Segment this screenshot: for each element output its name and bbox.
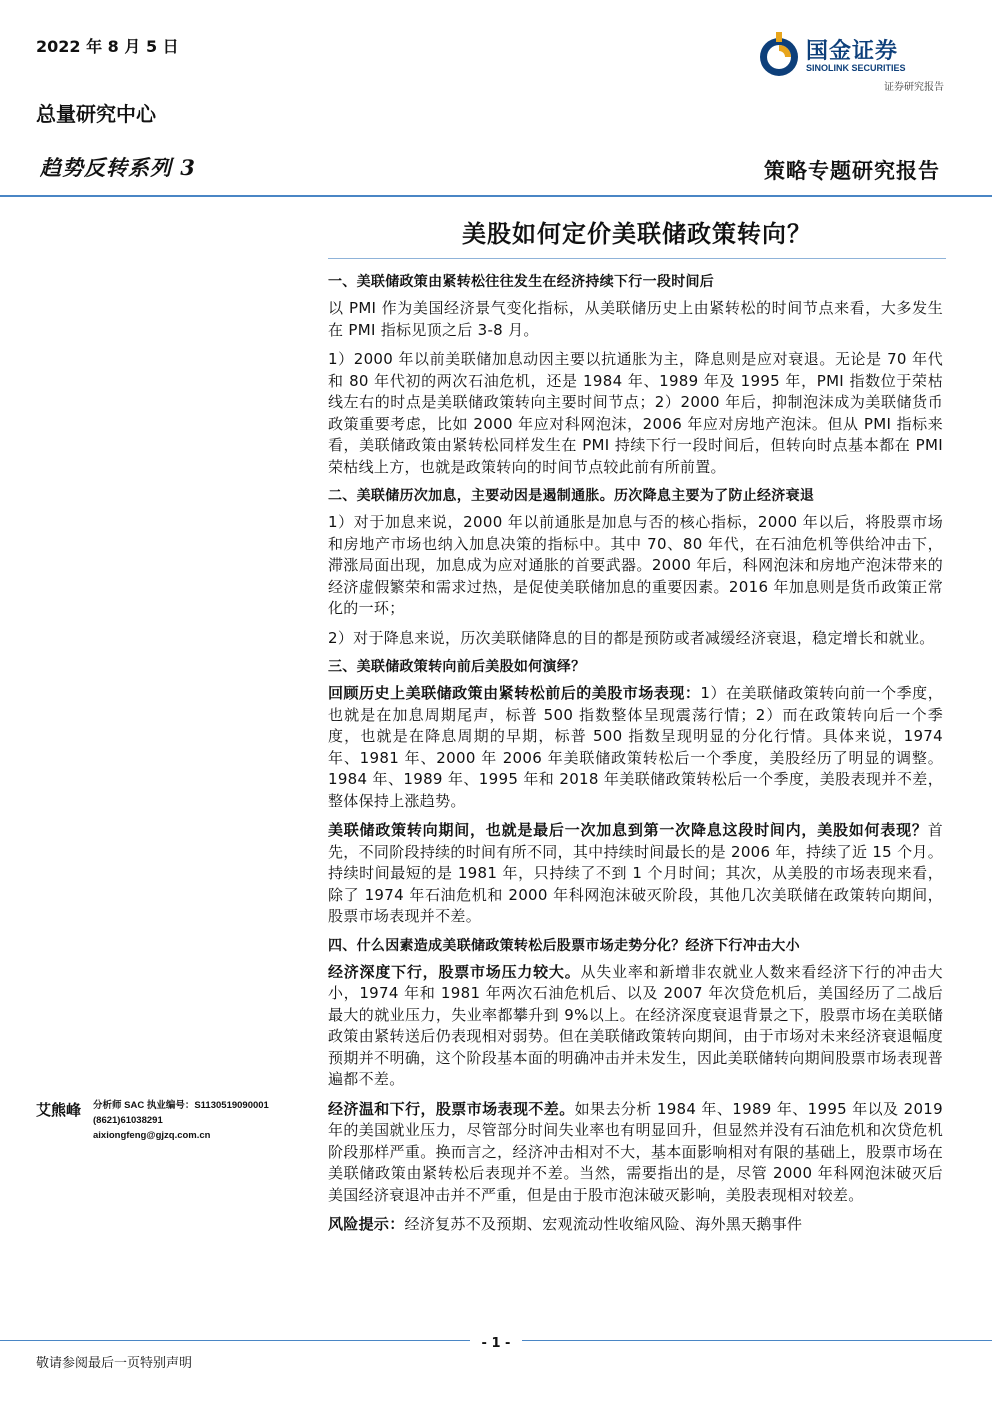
paragraph-lead: 美联储政策转向期间，也就是最后一次加息到第一次降息这段时间内，美股如何表现？ — [328, 821, 928, 839]
section-heading: 二、美联储历次加息，主要动因是遏制通胀。历次降息主要为了防止经济衰退 — [328, 488, 815, 504]
report-body — [328, 268, 943, 1236]
paragraph: 经济深度下行，股票市场压力较大。从失业率和新增非农就业人数来看经济下行的冲击大小，1974 年和 1981 年两次石油危机后、以及 2007 年次贷危机后，美国经历了二战后最大的就业压力，失业率都攀升到 9%以上。在经济深度衰退背景之下，股票市场在美联储政策由紧转送后仍表现相对弱势。但在美联储政策转向期间，由于市场对未来经济衰退幅度预期并不明确，这个阶段基本面的明确冲击并未发生，因此美联储转向期间股票市场表现普遍都不差。 — [328, 962, 943, 1088]
analyst-name: 艾熊峰 — [36, 1101, 82, 1119]
risk-warning: 风险提示：经济复苏不及预期、宏观流动性收缩风险、海外黑天鹅事件 — [328, 1215, 803, 1233]
section-heading: 四、什么因素造成美联储政策转松后股票市场走势分化？经济下行冲击大小 — [328, 937, 800, 954]
paragraph-lead: 回顾历史上美联储政策由紧转松前后的美股市场表现： — [328, 684, 701, 702]
report-category: 证券研究报告 — [884, 82, 944, 93]
paragraph-lead: 风险提示： — [328, 1215, 405, 1233]
section-heading: 三、美联储政策转向前后美股如何演绎？ — [328, 659, 586, 675]
paragraph: 1）对于加息来说，2000 年以前通胀是加息与否的核心指标，2000 年以后，将股票市场和房地产市场也纳入加息决策的指标中。其中 70、80 年代，在石油危机等供给冲击下，滞涨局面出现，加息成为应对通胀的首要武器。2000 年后，科网泡沫和房地产泡沫带来的经济虚假繁荣和需求过热，是促使美联储加息的重要因素。2016 年加息则是货币政策正常化的一环； — [328, 513, 943, 617]
department: 总量研究中心 — [36, 102, 156, 126]
header-divider — [0, 195, 992, 197]
paragraph: 美联储政策转向期间，也就是最后一次加息到第一次降息这段时间内，美股如何表现？首先，不同阶段持续的时间有所不同，其中持续时间最长的是 2006 年，持续了近 15 个月。持续时间最短的是 1981 年，只持续了不到 1 个月时间；其次，从美股的市场表现来看，除了 1974 年石油危机和 2000 年科网泡沫破灭阶段，其他几次美联储在政策转向期间，股票市场表现并不差。 — [328, 821, 943, 925]
paragraph: 1）2000 年以前美联储加息动因主要以抗通胀为主，降息则是应对衰退。无论是 70 年代和 80 年代初的两次石油危机，还是 1984 年、1989 年及 1995 年，PMI 指数位于荣枯线左右的时点是美联储政策转向主要时间节点；2）2000 年后，抑制泡沫成为美联储货币政策重要考虑，比如 2000 年应对科网泡沫，2006 年应对房地产泡沫。但从 PMI 指标来看，美联储政策由紧转松同样发生在 PMI 持续下行一段时间后，但转向时点基本都在 PMI 荣枯线上方，也就是政策转向的时间节点较此前有所前置。 — [328, 350, 943, 476]
analyst-phone: (8621)61038291 — [93, 1115, 163, 1126]
report-title: 美股如何定价美联储政策转向？ — [462, 219, 812, 248]
series-name: 趋势反转系列 3 — [40, 155, 196, 180]
paragraph: 2）对于降息来说，历次美联储降息的目的都是预防或者减缓经济衰退，稳定增长和就业。 — [328, 628, 935, 647]
paragraph: 经济温和下行，股票市场表现不差。如果去分析 1984 年、1989 年、1995 年以及 2019 年的美国就业压力，尽管部分时间失业率也有明显回升，但显然并没有石油危机和次贷危机阶段那样严重。换而言之，经济冲击相对不大，基本面影响相对有限的基础上，股票市场在美联储政策由紧转松后表现并不差。当然，需要指出的是，尽管 2000 年科网泡沫破灭后美国经济衰退冲击并不严重，但是由于股市泡沫破灭影响，美股表现相对较差。 — [328, 1099, 943, 1204]
paragraph-lead: 经济深度下行，股票市场压力较大。 — [328, 962, 581, 981]
report-type: 策略专题研究报告 — [764, 158, 940, 183]
brand-name-en: SINOLINK SECURITIES — [806, 63, 906, 73]
footer-disclaimer: 敬请参阅最后一页特别声明 — [36, 1356, 193, 1371]
paragraph: 以 PMI 作为美国经济景气变化指标，从美联储历史上由紧转松的时间节点来看，大多发生在 PMI 指标见顶之后 3-8 月。 — [328, 299, 943, 339]
paragraph: 回顾历史上美联储政策由紧转松前后的美股市场表现：1）在美联储政策转向前一个季度，也就是在加息周期尾声，标普 500 指数整体呈现震荡行情；2）而在政策转向后一个季度，也就是在降息周期的早期，标普 500 指数呈现明显的分化行情。具体来说，1974 年、1981 年、2000 年 2006 年美联储政策转松后一个季度，美股经历了明显的调整。1984 年、1989 年、1995 年和 2018 年美联储政策转松后一个季度，美股表现并不差，整体保持上涨趋势。 — [328, 684, 943, 810]
brand-name: 国金证券 — [806, 39, 899, 64]
paragraph-lead: 经济温和下行，股票市场表现不差。 — [328, 1099, 575, 1118]
sinolink-logo-icon — [756, 32, 802, 80]
analyst-email[interactable]: aixiongfeng@gjzq.com.cn — [93, 1130, 211, 1141]
section-heading: 一、美联储政策由紧转松往往发生在经济持续下行一段时间后 — [328, 274, 715, 290]
analyst-info — [93, 1098, 269, 1143]
page-number: - 1 - — [481, 1336, 511, 1351]
report-date: 2022 年 8 月 5 日 — [36, 37, 179, 56]
analyst-cert: 分析师 SAC 执业编号：S1130519090001 — [93, 1100, 269, 1111]
title-divider — [328, 258, 946, 259]
